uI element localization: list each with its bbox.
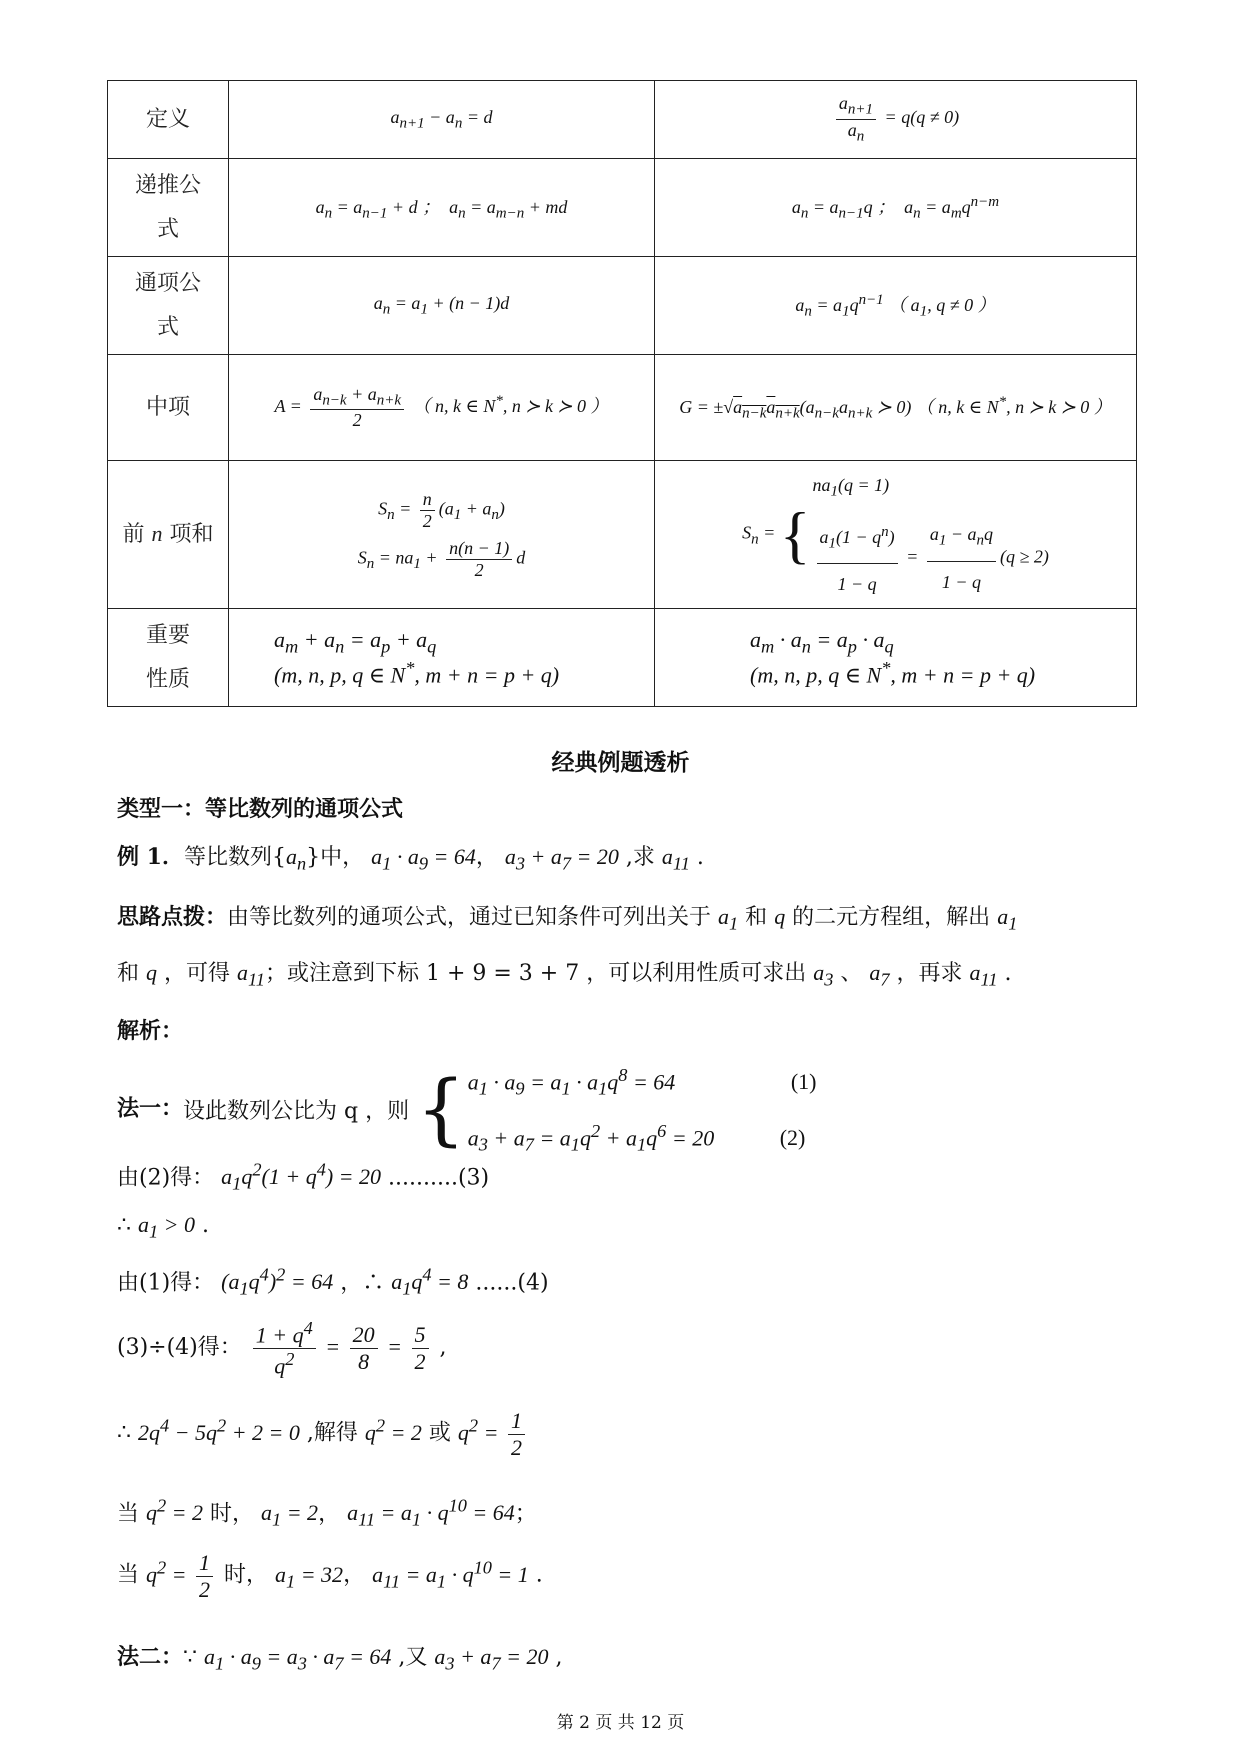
method-2: 法二：∵ $a_1 \cdot a_9 = a_3 \cdot a_7 = 64$ ,又 $a_3 + a_7 = 20$ , [117,1644,563,1674]
arith-middle-term: A = $\frac{a_{n-k} + a_{n+k}}{2}$ （ n, k ∈ N*, n ≻ k ≻ 0 ） [229,355,655,461]
step-4: (3)÷(4)得： $\frac{1 + q^4}{q^2}$ = $\frac{20}{8}$ = $\frac{5}{2}$ , [117,1318,447,1379]
step-2: ∴ $a_1 > 0$ . [117,1212,210,1242]
row-label: 通项公 式 [108,257,229,355]
method-1-intro: 设此数列公比为 q ，则 [183,1099,410,1125]
step-6: 当 $q^2 = 2$ 时， $a_1 = 2$， $a_{11} = a_1 \cdot q^{10} = 64$； [117,1496,537,1530]
row-definition [108,81,1137,159]
row-properties [108,609,1137,707]
method-1: 法一：设此数列公比为 q ，则 { $a_1 \cdot a_9 = a_1 \cdot a_1q^8 = 64$ (1) $a_3 + a_7 = a_1q^2 + a_1q^6 = 20$ (2) [117,1064,817,1155]
geo-recurrence: $a_n = a_{n-1}q$ ； $a_n = a_mq^{n-m}$ [655,159,1137,257]
row-label: 前 n 项和 [108,461,229,609]
geo-definition: $\frac{a_{n+1}}{a_n}$ = q(q ≠ 0) [655,81,1137,159]
comparison-table [107,80,1137,707]
row-label: 重要 性质 [108,609,229,707]
arith-recurrence: $a_n = a_{n-1} + d$ ； $a_n = a_{m-n}$ + md [229,159,655,257]
geo-partial-sum: $S_n$ = { $na_1(q = 1)$ $\frac{a_1(1 - q^n)}{1 - q}$ = $\frac{a_1 - a_nq}{1 - q}$ (q ≥ 2) [655,461,1137,609]
row-label: 定义 [108,81,229,159]
type1-title: 类型一：等比数列的通项公式 [117,796,404,822]
geo-general-term: $a_n = a_1q^{n-1}$ （ $a_1$, q ≠ 0 ） [655,257,1137,355]
hint-label: 思路点拨： [117,904,228,930]
arith-properties: $a_m + a_n = a_p + a_q$ (m, n, p, q ∈ N*, m + n = p + q) [229,609,655,707]
arith-general-term: $a_n = a_1 + (n - 1)d$ [229,257,655,355]
method-1-label: 法一： [117,1095,184,1122]
arith-partial-sum: $S_n$ = $\frac{n}{2}$ $(a_1 + a_n)$ $S_n = na_1$ + $\frac{n(n - 1)}{2}$ d [229,461,655,609]
row-middle-term [108,355,1137,461]
step-1: 由(2)得： $a_1q^2(1 + q^4) = 20$ ..........(3) [117,1160,490,1194]
step-3: 由(1)得： $(a_1q^4)^2 = 64$ ，∴ $a_1q^4 = 8$ ......(4) [117,1265,549,1299]
hint-line-2: 和 q ，可得 $a_{11}$；或注意到下标 1 + 9 = 3 + 7 ，可以利用性质可求出 $a_3$ 、 $a_7$ ，再求 $a_{11}$ . [117,960,1012,990]
page-footer: 第 2 页 共 12 页 [556,1713,685,1733]
geo-middle-term: $G = \pm√a_{n-k}a_{n+k}(a_{n-k}a_{n+k}$ ≻ 0) （ n, k ∈ N*, n ≻ k ≻ 0 ） [655,355,1137,461]
row-partial-sum [108,461,1137,609]
section-heading: 经典例题透析 [551,749,690,776]
example-1-label: 例 1． [117,844,184,870]
row-label: 中项 [108,355,229,461]
hint-line-1: 思路点拨：由等比数列的通项公式，通过已知条件可列出关于 $a_1$ 和 q 的二元方程组，解出 $a_1$ [117,904,1018,934]
eq2-number: (2) [779,1125,806,1151]
example-1: 例 1．等比数列$\{a_n\}$中， $a_1 \cdot a_9 = 64$， $a_3 + a_7 = 20$ ,求 $a_{11}$ . [117,844,704,874]
method-2-label: 法二： [117,1644,184,1670]
arith-definition: $a_{n+1} - a_n = d$ [229,81,655,159]
row-recurrence [108,159,1137,257]
row-general-term [108,257,1137,355]
step-7: 当 $q^2$ = $\frac{1}{2}$ 时， $a_1 = 32$， $a_{11} = a_1 \cdot q^{10} = 1$ . [117,1550,543,1602]
row-label: 递推公 式 [108,159,229,257]
geo-properties: $a_m \cdot a_n = a_p \cdot a_q$ (m, n, p, q ∈ N*, m + n = p + q) [655,609,1137,707]
step-5: ∴ $2q^4 - 5q^2 + 2 = 0$ ,解得 $q^2 = 2$ 或 $q^2$ = $\frac{1}{2}$ [117,1408,1127,1461]
solution-label: 解析： [117,1018,184,1044]
eq1-number: (1) [790,1069,817,1095]
